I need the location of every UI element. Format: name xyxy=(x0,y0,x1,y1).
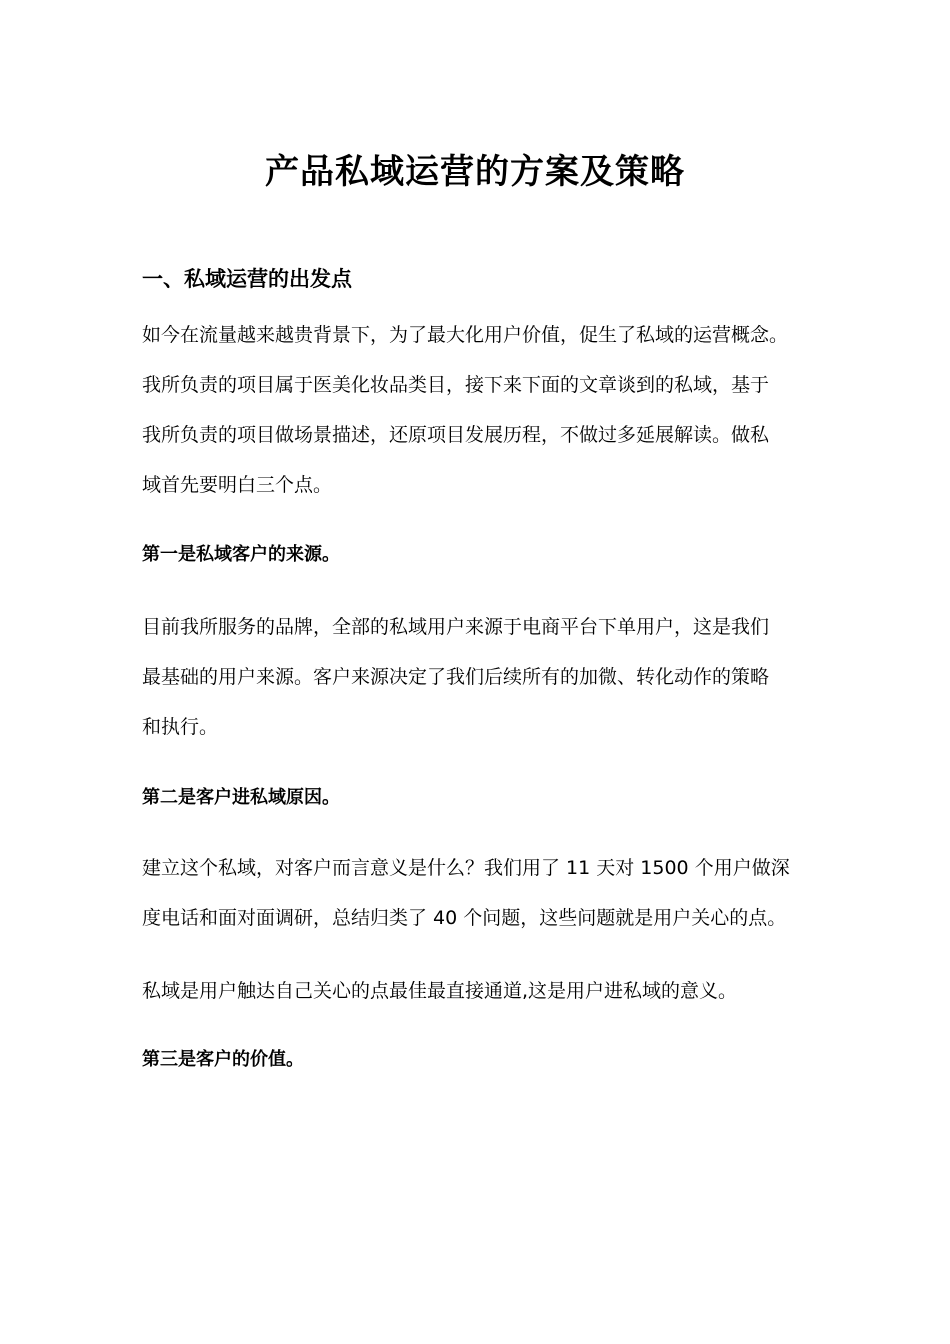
paragraph-line: 域首先要明白三个点。 xyxy=(142,474,333,496)
paragraph-line: 建立这个私域，对客户而言意义是什么？我们用了 11 天对 1500 个用户做深 xyxy=(142,857,790,879)
point1-paragraph xyxy=(142,602,832,752)
section-heading: 一、私域运营的出发点 xyxy=(142,267,352,291)
point2-paragraph xyxy=(142,843,832,943)
point1-heading: 第一是私域客户的来源。 xyxy=(142,544,340,565)
point2-meaning-paragraph xyxy=(142,966,832,1016)
paragraph-line: 度电话和面对面调研，总结归类了 40 个问题，这些问题就是用户关心的点。 xyxy=(142,907,787,929)
paragraph-line: 目前我所服务的品牌，全部的私域用户来源于电商平台下单用户，这是我们 xyxy=(142,616,770,638)
paragraph-line: 我所负责的项目做场景描述，还原项目发展历程，不做过多延展解读。做私 xyxy=(142,424,770,446)
point3-heading: 第三是客户的价值。 xyxy=(142,1049,304,1070)
paragraph-line: 如今在流量越来越贵背景下，为了最大化用户价值，促生了私域的运营概念。 xyxy=(142,324,789,346)
paragraph-line: 和执行。 xyxy=(142,716,219,738)
point2-heading: 第二是客户进私域原因。 xyxy=(142,787,340,808)
intro-paragraph xyxy=(142,310,832,510)
paragraph-line: 我所负责的项目属于医美化妆品类目，接下来下面的文章谈到的私域，基于 xyxy=(142,374,770,396)
paragraph-line: 最基础的用户来源。客户来源决定了我们后续所有的加微、转化动作的策略 xyxy=(142,666,770,688)
document-title: 产品私域运营的方案及策略 xyxy=(265,152,685,192)
paragraph-line: 私域是用户触达自己关心的点最佳最直接通道,这是用户进私域的意义。 xyxy=(142,980,738,1002)
